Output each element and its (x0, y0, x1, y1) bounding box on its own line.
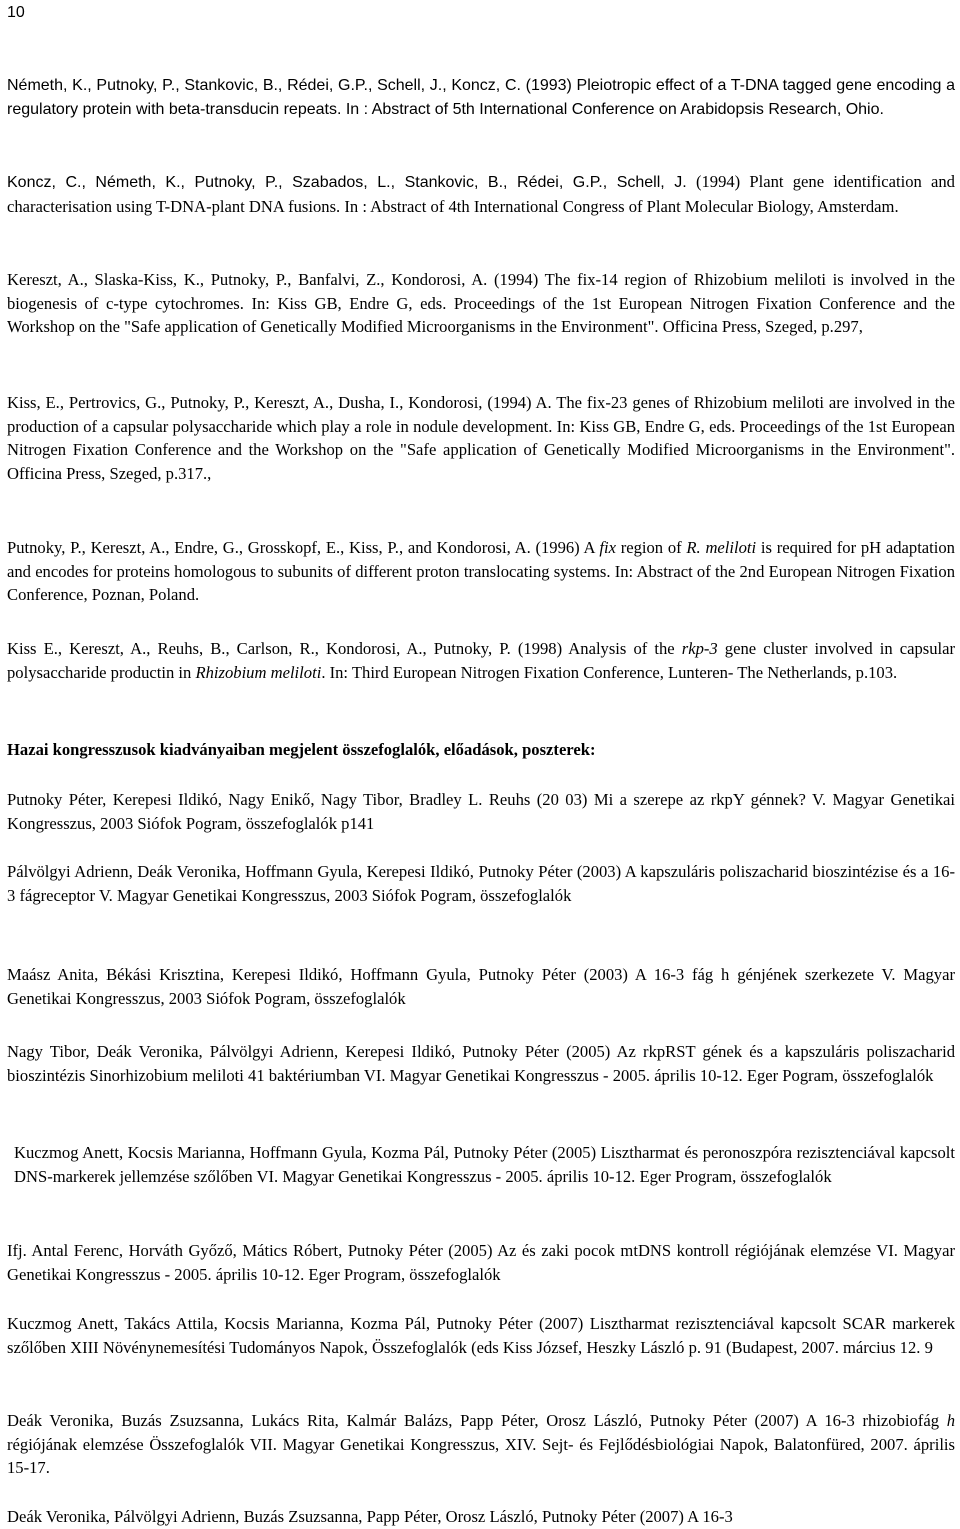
section-heading: Hazai kongresszusok kiadványaiban megjelent összefoglalók, előadások, poszterek: (7, 740, 596, 759)
congress-entry (7, 860, 955, 907)
reference-text: Kiss, E., Pertrovics, G., Putnoky, P., Kereszt, A., Dusha, I., Kondorosi, (1994) A. The fix-23 genes of Rhizobium meliloti are involved in the production of a capsular polysaccharide which play a role in nodule development. In: Kiss GB, Endre G, eds. Proceedings of the 1st European Nitrogen Fixation Conference and the Workshop on the "Safe application of Genetically Modified Microorganisms in the Environment". Officina Press, Szeged, p.317., (7, 393, 955, 483)
congress-entry (7, 1040, 955, 1087)
reference-italic: rkp-3 (681, 639, 718, 658)
congress-entry (7, 788, 955, 835)
reference-entry (7, 268, 955, 339)
reference-text: . In: Third European Nitrogen Fixation Conference, Lunteren- The Netherlands, p.103. (321, 662, 898, 682)
entry-text: Putnoky Péter, Kerepesi Ildikó, Nagy Enikő, Nagy Tibor, Bradley L. Reuhs (20 03) Mi a szerepe az rkpY génnek? V. Magyar Genetikai Kongresszus, 2003 Siófok Pogram, összefoglalók p141 (7, 790, 955, 833)
reference-italic: Rhizobium meliloti (195, 662, 322, 682)
reference-text: gene cluster involved in capsular polysaccharide productin in (7, 639, 956, 682)
entry-italic: h (946, 1411, 955, 1430)
entry-text: Maász Anita, Békási Krisztina, Kerepesi Ildikó, Hoffmann Gyula, Putnoky Péter (2003) A 16-3 fág h génjének szerkezete V. Magyar Genetikai Kongresszus, 2003 Siófok Pogram, összefoglalók (7, 965, 955, 1008)
entry-text: Nagy Tibor, Deák Veronika, Pálvölgyi Adrienn, Kerepesi Ildikó, Putnoky Péter (2005) Az rkpRST gének és a kapszuláris poliszacharid bioszintézis Sinorhizobium meliloti 41 baktériumban VI. Magyar Genetikai Kongresszus - 2005. április 10-12. Eger Pogram, összefoglalók (7, 1042, 955, 1085)
entry-text: Ifj. Antal Ferenc, Horváth Győző, Mátics Róbert, Putnoky Péter (2005) Az és zaki pocok mtDNS kontroll régiójának elemzése VI. Magyar Genetikai Kongresszus - 2005. április 10-12. Eger Program, összefoglalók (7, 1241, 955, 1284)
reference-text: is required for pH adaptation and encodes for proteins homologous to subunits of different proton translocating systems. In: Abstract of the 2nd European Nitrogen Fixation Conference, Poznan, Poland. (7, 538, 955, 605)
reference-italic: fix (599, 538, 616, 557)
reference-text: (1994) Plant gene identification and characterisation using T-DNA-plant DNA fusions. In : Abstract of 4th International Congress of Plant Molecular Biology, Amsterdam. (7, 172, 955, 216)
entry-text: Deák Veronika, Pálvölgyi Adrienn, Buzás Zsuzsanna, Papp Péter, Orosz László, Putnoky Péter (2007) A 16-3 (7, 1507, 733, 1526)
entry-text: Deák Veronika, Buzás Zsuzsanna, Lukács Rita, Kalmár Balázs, Papp Péter, Orosz László, Putnoky Péter (2007) A 16-3 rhizobiofág (7, 1411, 947, 1430)
reference-text: region of (615, 538, 687, 557)
congress-entry (7, 1505, 955, 1527)
congress-entry (7, 1409, 955, 1480)
reference-entry (7, 536, 955, 607)
reference-text: Kereszt, A., Slaska-Kiss, K., Putnoky, P., Banfalvi, Z., Kondorosi, A. (1994) The fix-14 region of Rhizobium meliloti is involved in the biogenesis of c-type cytochromes. In: Kiss GB, Endre G, eds. Proceedings of the 1st European Nitrogen Fixation Conference and the Workshop on the "Safe application of Genetically Modified Microorganisms in the Environment". Officina Press, Szeged, p.297, (7, 270, 955, 337)
reference-authors: Koncz, C., Németh, K., Putnoky, P., Szabados, L., Stankovic, B., Rédei, G.P., Schell, J. (7, 174, 687, 191)
reference-entry (7, 74, 955, 121)
page-number: 10 (7, 4, 25, 21)
reference-entry (7, 637, 955, 684)
reference-text: Putnoky, P., Kereszt, A., Endre, G., Grosskopf, E., Kiss, P., and Kondorosi, A. (1996) A (7, 538, 600, 557)
reference-italic: R. meliloti (686, 538, 757, 557)
congress-entry (7, 963, 955, 1010)
congress-entry (7, 1141, 955, 1188)
reference-entry (7, 170, 955, 218)
entry-text: Pálvölgyi Adrienn, Deák Veronika, Hoffmann Gyula, Kerepesi Ildikó, Putnoky Péter (2003) A kapszuláris poliszacharid bioszintézise és a 16-3 fágreceptor V. Magyar Genetikai Kongresszus, 2003 Siófok Pogram, összefoglalók (7, 862, 955, 905)
reference-entry (7, 391, 955, 485)
entry-text: Kuczmog Anett, Kocsis Marianna, Hoffmann Gyula, Kozma Pál, Putnoky Péter (2005) Lisztharmat és peronoszpóra rezisztenciával kapcsolt DNS-markerek jellemzése szőlőben VI. Magyar Genetikai Kongresszus - 2005. április 10-12. Eger Program, összefoglalók (14, 1143, 955, 1186)
reference-text: Németh, K., Putnoky, P., Stankovic, B., Rédei, G.P., Schell, J., Koncz, C. (1993) Pleiotropic effect of a T-DNA tagged gene encoding a regulatory protein with beta-transducin repeats. In : Abstract of 5th International Conference on Arabidopsis Research, Ohio. (7, 77, 955, 118)
congress-entry (7, 1239, 955, 1286)
congress-entry (7, 1312, 955, 1359)
entry-text: régiójának elemzése Összefoglalók VII. Magyar Genetikai Kongresszus, XIV. Sejt- és Fejlődésbiológiai Napok, Balatonfüred, 2007. április 15-17. (7, 1434, 955, 1478)
entry-text: Kuczmog Anett, Takács Attila, Kocsis Marianna, Kozma Pál, Putnoky Péter (2007) Lisztharmat rezisztenciával kapcsolt SCAR markerek szőlőben XIII Növénynemesítési Tudományos Napok, Összefoglalók (eds Kiss József, Heszky László p. 91 (Budapest, 2007. március 12. 9 (7, 1314, 955, 1357)
reference-text: Kiss E., Kereszt, A., Reuhs, B., Carlson, R., Kondorosi, A., Putnoky, P. (1998) Analysis of the (7, 639, 682, 658)
